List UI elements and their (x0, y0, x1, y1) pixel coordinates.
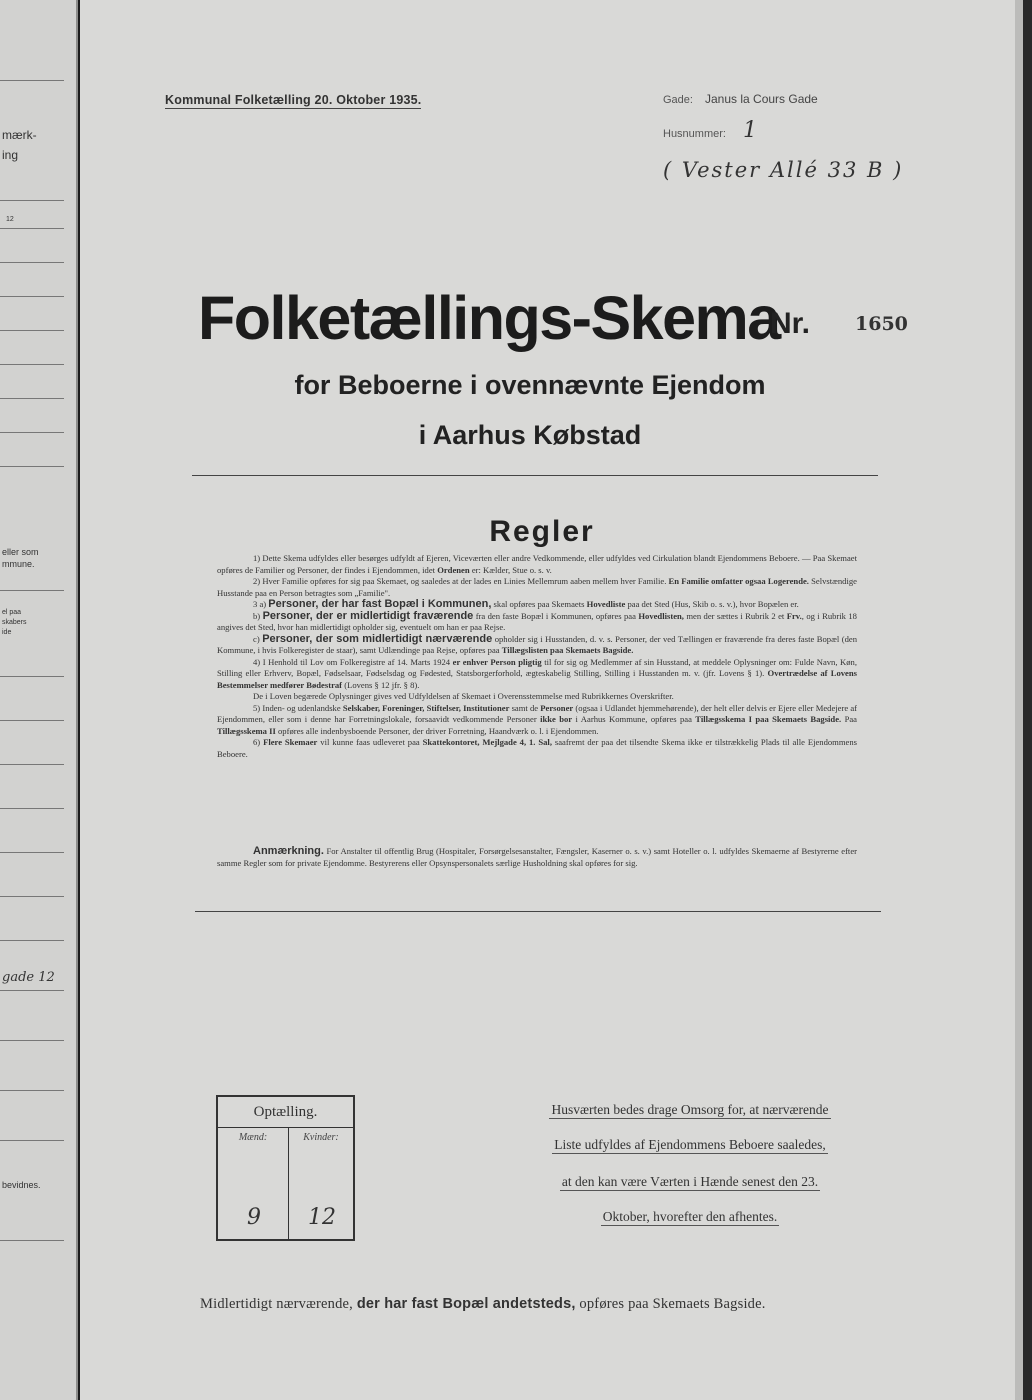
footer-note: Midlertidigt nærværende, der har fast Bopæl andetsteds, opføres paa Skemaets Bagside. (200, 1296, 766, 1312)
notice-line-1: Husværten bedes drage Omsorg for, at nærværende (551, 1102, 829, 1117)
left-page-rule (0, 228, 64, 229)
count-box-divider (288, 1127, 289, 1239)
rule-3b: b) Personer, der er midlertidigt fraværende fra den faste Bopæl i Kommunen, opføres paa Hovedlisten, men der sættes i Rubrik 2 et Frv., og i Rubrik 18 angives det Sted, hvor han midlertidigt opholder sig, eventuelt om han er paa Rejse. (217, 609, 857, 632)
form-number-label: Nr. (770, 307, 811, 340)
census-header-title: Kommunal Folketælling 20. Oktober 1935. (165, 93, 422, 107)
left-page-fragment: skabers (2, 619, 27, 626)
left-page-rule (0, 990, 64, 991)
annotation-body: For Anstalter til offentlig Brug (Hospitaler, Forsørgelsesanstalter, Fængsler, Kaserner o. s. v.) samt Hoteller o. l. udfyldes Skemaerne af Bestyrerne efter samme Regler som for private Ejendomme. Bestyrerens eller Opsynspersonalets særlige Husholdning skal opføres for sig. (217, 846, 857, 868)
left-page-rule (0, 1140, 64, 1141)
left-page-rule (0, 398, 64, 399)
street-value: Janus la Cours Gade (705, 92, 818, 106)
rules-text (217, 553, 857, 760)
annotation-label: Anmærkning. (253, 845, 324, 857)
left-page-fragment: mmune. (2, 559, 35, 569)
rule-1: 1) Dette Skema udfyldes eller besørges udfyldt af Ejeren, Viceværten eller andre Vedkommende, eller udfyldes ved Cirkulation blandt Ejendommens Beboere. — Paa Skemaet opføres de Familier og Personer, der findes i Ejendommen, idet Ordenen er: Kælder, Stue o. s. v. (217, 553, 857, 575)
notice-line-3: at den kan være Værten i Hænde senest den 23. (561, 1174, 819, 1189)
form-subtitle: for Beboerne i ovennævnte Ejendom (294, 370, 766, 400)
count-women-label: Kvinder: (303, 1132, 339, 1143)
left-page-rule (0, 200, 64, 201)
left-page-rule (0, 1240, 64, 1241)
rule-3c: c) Personer, der som midlertidigt nærværende opholder sig i Husstanden, d. v. s. Personer, der ved Tællingen er fraværende fra deres faste Bopæl (den Kommune, i hvis Folkeregister de staar), samt Udlændinge paa Rejse, opføres paa Tillægslisten paa Skemaets Bagside. (217, 632, 857, 655)
left-page-rule (0, 940, 64, 941)
annotation-text (217, 846, 857, 869)
left-page-fragment: eller som (2, 547, 39, 557)
rules-heading: Regler (489, 515, 595, 548)
page-edge-shadow (1023, 0, 1032, 1400)
left-page-rule (0, 808, 64, 809)
rule-4: 4) I Henhold til Lov om Folkeregistre af 14. Marts 1924 er enhver Person pligtig til for sig og Medlemmer af sin Husstand, at meddele Oplysninger om: Fulde Navn, Køn, Stilling eller Erhverv, Bopæl, Fødselsaar, Fødselsdag og Fødested, Statsborgerforhold, ægteskabelig Stilling, Stilling i Husstanden m. v. (jfr. Lovens § 1). Overtrædelse af Lovens Bestemmelser medfører Bødestraf (Lovens § 12 jfr. § 8). (217, 656, 857, 690)
left-page-rule (0, 1090, 64, 1091)
count-women-value: 12 (308, 1205, 336, 1230)
form-subtitle-city: i Aarhus Købstad (418, 420, 642, 450)
page-edge (1015, 0, 1023, 1400)
left-page-rule (0, 262, 64, 263)
left-page-rule (0, 364, 64, 365)
rule-3a: 3 a) Personer, der har fast Bopæl i Kommunen, skal opføres paa Skemaets Hovedliste paa det Sted (Hus, Skib o. s. v.), hvor Bopælen er. (253, 598, 799, 610)
left-page-rule (0, 896, 64, 897)
divider (192, 475, 878, 476)
rule-6: 6) Flere Skemaer vil kunne faas udleveret paa Skattekontoret, Mejlgade 4, 1. Sal, saafremt der paa det tilsendte Skema ikke er tilstrækkelig Plads til alle Ejendommens Beboere. (217, 737, 857, 759)
count-men-value: 9 (247, 1205, 261, 1230)
form-number-value: 1650 (855, 313, 908, 335)
left-page-rule (0, 720, 64, 721)
left-page-fragment: 12 (6, 216, 14, 223)
street-label: Gade: (663, 94, 693, 106)
left-page-fragment: el paa (2, 609, 22, 616)
left-page-rule (0, 764, 64, 765)
left-page-rule (0, 852, 64, 853)
left-page-rule (0, 80, 64, 81)
left-page-fragment: ing (2, 148, 19, 162)
form-title: Folketællings-Skema (198, 284, 780, 352)
left-page-rule (0, 590, 64, 591)
left-page-handwriting: gade 12 (2, 970, 55, 985)
left-page-rule (0, 432, 64, 433)
left-page-rule (0, 1040, 64, 1041)
rule-4-extra: De i Loven begærede Oplysninger gives ved Udfyldelsen af Skemaet i Overensstemmelse med Rubrikkernes Overskrifter. (253, 691, 674, 701)
house-number-value: 1 (743, 118, 757, 143)
left-page-strip (0, 0, 78, 1400)
left-page-fragment: mærk- (2, 128, 37, 142)
left-page-fragment: ide (2, 629, 12, 636)
rule-2: 2) Hver Familie opføres for sig paa Skemaet, og saaledes at der lades en Linies Mellemrum aaben mellem hver Familie. En Familie omfatter ogsaa Logerende. Selvstændige Husstande paa en Person betragtes som „Familie". (217, 576, 857, 598)
count-men-label: Mænd: (238, 1132, 268, 1143)
census-form-page (80, 0, 1015, 1400)
count-box-title: Optælling. (218, 1097, 353, 1128)
divider (195, 911, 881, 912)
left-page-rule (0, 330, 64, 331)
notice-line-4: Oktober, hvorefter den afhentes. (602, 1209, 778, 1224)
left-page-rule (0, 296, 64, 297)
house-number-label: Husnummer: (663, 128, 726, 140)
rule-5: 5) Inden- og udenlandske Selskaber, Foreninger, Stiftelser, Institutioner samt de Personer (ogsaa i Udlandet hjemmehørende), der helt eller delvis er Ejere eller Medejere af Ejendommen, eller som i denne har Forretningslokale, forsaavidt vedkommende Personer ikke bor i Aarhus Kommune, opføres paa Tillægsskema I paa Skemaets Bagside. Paa Tillægsskema II opføres alle indenbysboende Personer, der driver Forretning, Haandværk o. l. i Ejendommen. (217, 702, 858, 736)
handwritten-address-note: ( Vester Allé 33 B ) (663, 158, 904, 182)
left-page-rule (0, 676, 64, 677)
left-page-fragment: bevidnes. (2, 1180, 41, 1190)
count-box (216, 1095, 355, 1241)
notice-line-2: Liste udfyldes af Ejendommens Beboere saaledes, (554, 1137, 826, 1152)
left-page-rule (0, 466, 64, 467)
